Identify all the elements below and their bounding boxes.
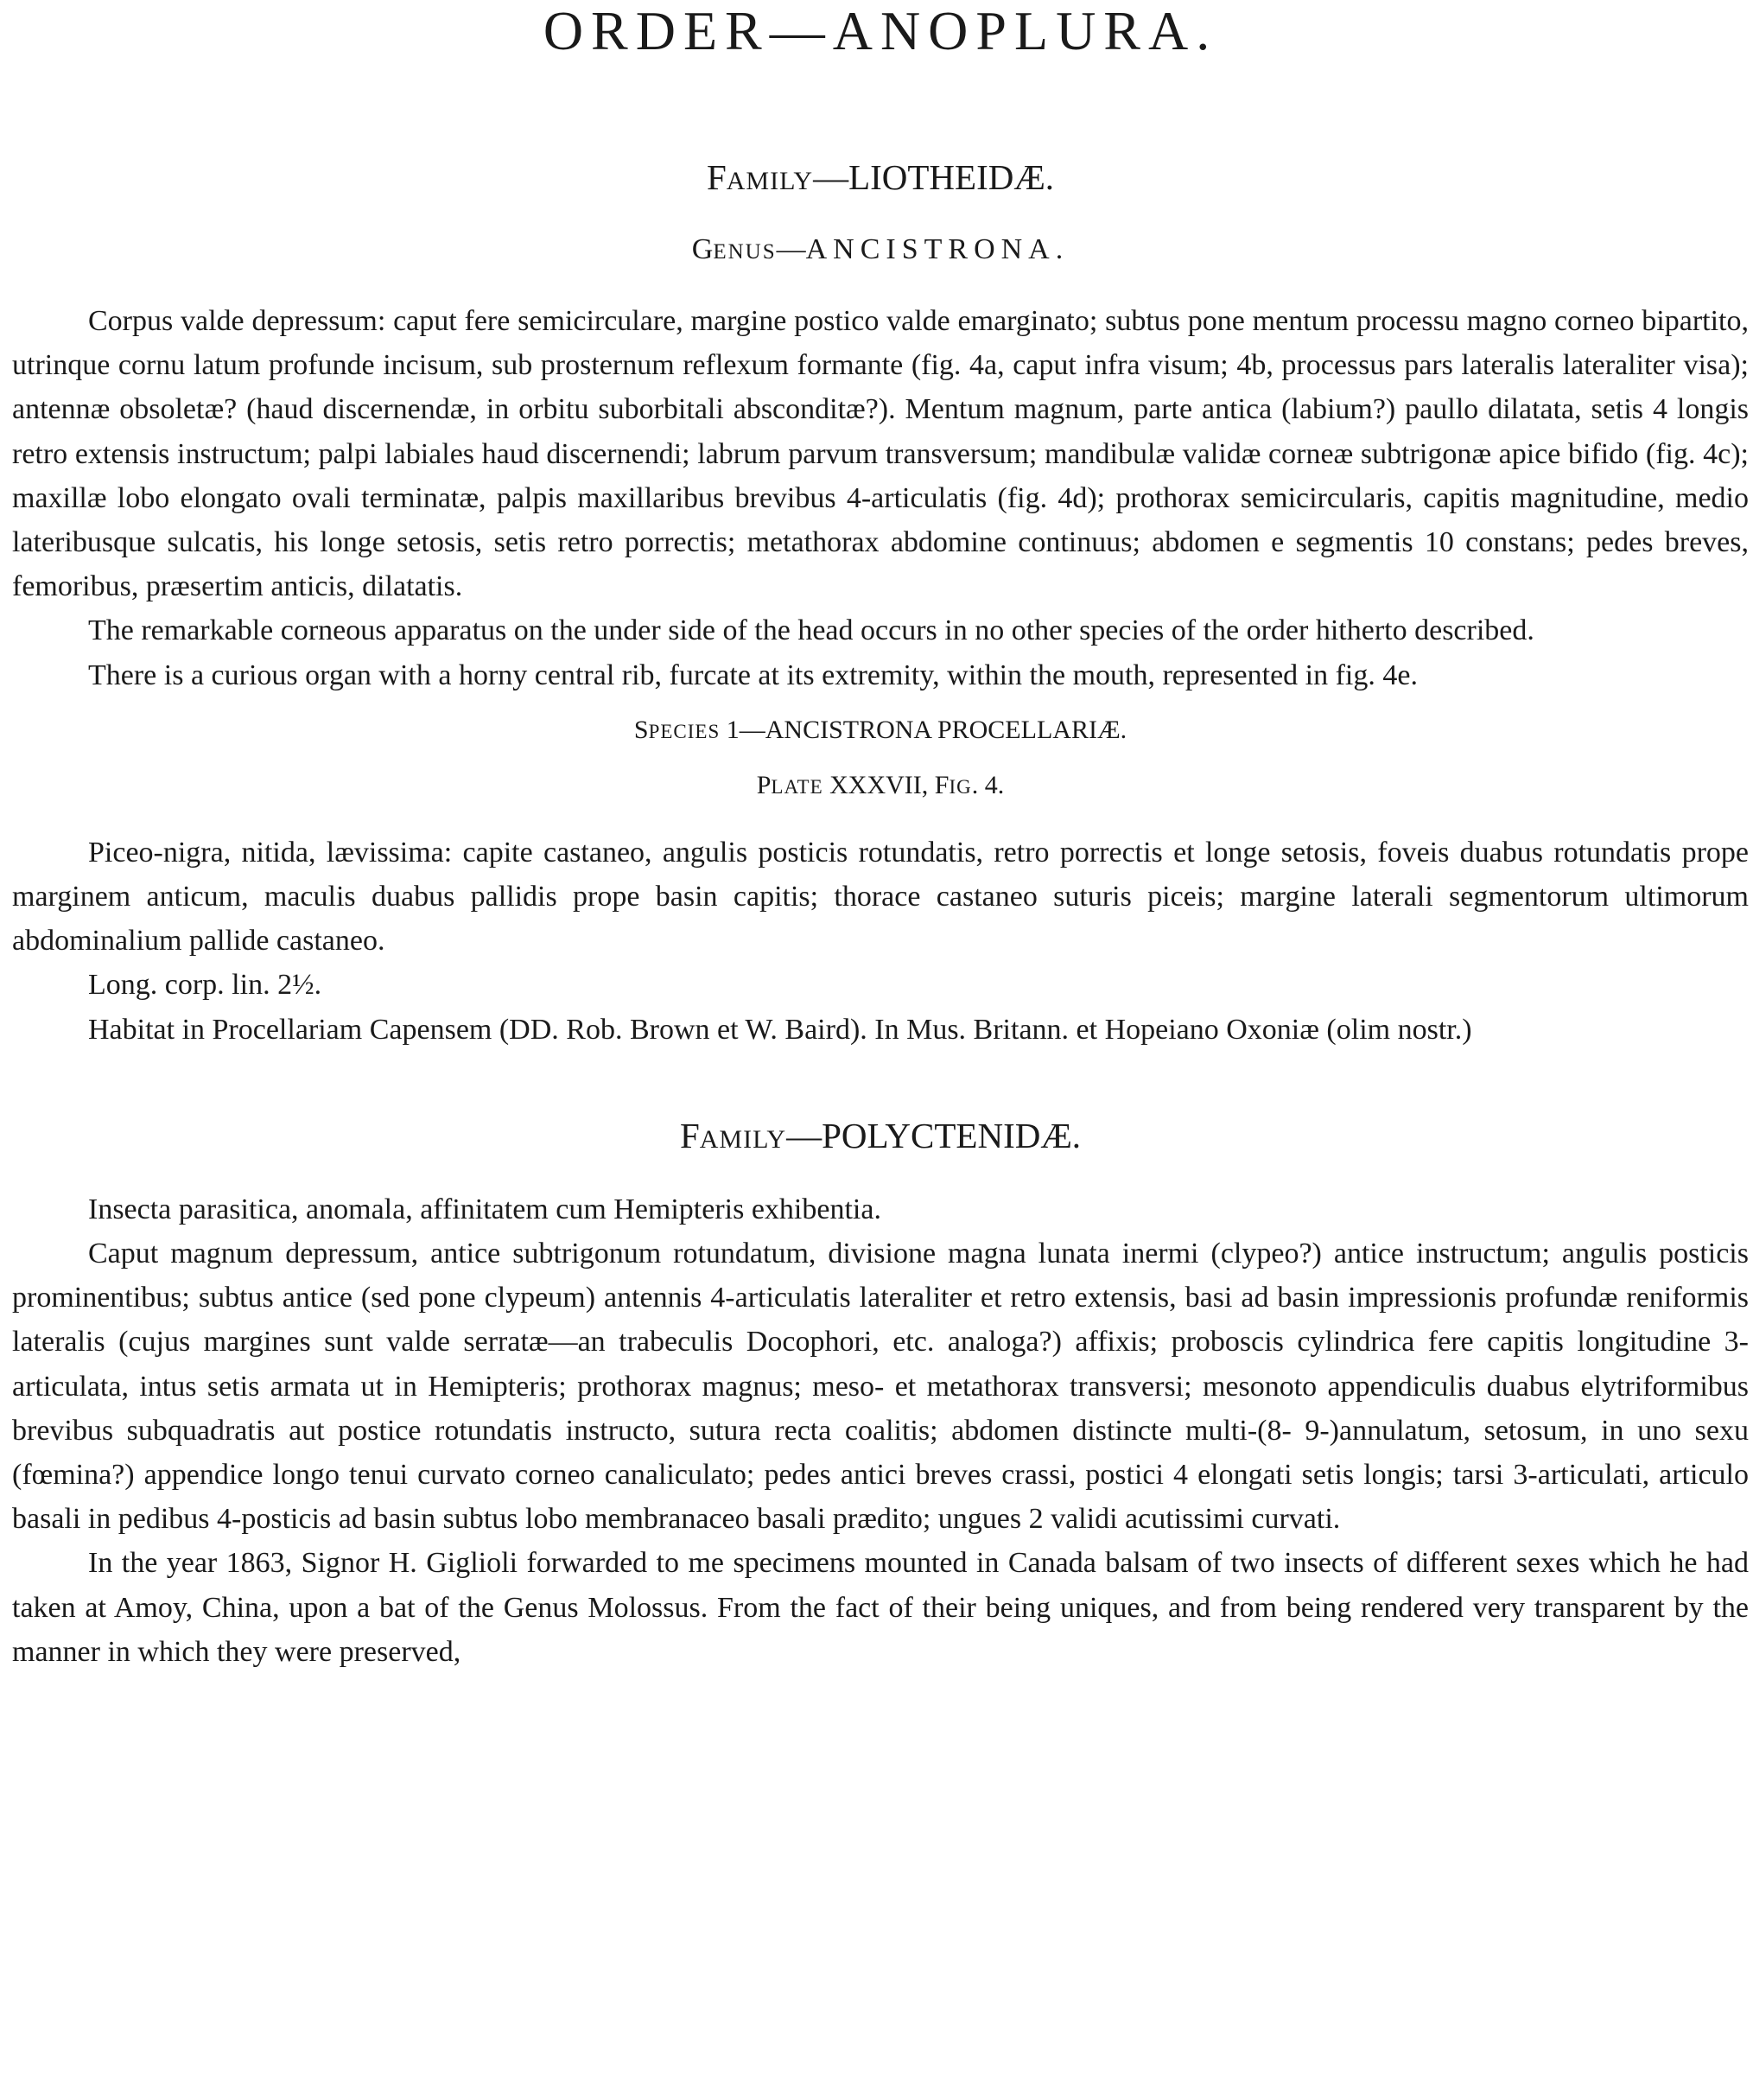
family-prefix-rest: AMILY bbox=[699, 1124, 787, 1154]
document-page bbox=[12, 0, 1749, 1674]
family-name: POLYCTENIDÆ. bbox=[822, 1115, 1082, 1155]
genus-heading-ancistrona bbox=[12, 231, 1749, 271]
genus-note-organ: There is a curious organ with a horny central rib, furcate at its extremity, within the mouth, represented in fig. 4e. bbox=[88, 659, 1418, 691]
family-separator: — bbox=[786, 1115, 823, 1155]
plate-prefix-cap: P bbox=[756, 770, 772, 799]
family-intro: Insecta parasitica, anomala, affinitatem cum Hemipteris exhibentia. bbox=[88, 1193, 881, 1225]
family-description: Caput magnum depressum, antice subtrigonum rotundatum, divisione magna lunata inermi (clypeo?) antice instructum; angulis posticis prominentibus; subtus antice (sed pone clypeum) antennis 4-articulatis lateraliter et retro extensis, basi ad basin impressionis profundæ reniformis lateralis (cujus margines sunt valde serratæ—an trabeculis Docophori, etc. analoga?) affixis; proboscis cylindrica fere capitis longitudine 3-articulata, intus setis armata ut in Hemipteris; prothorax magnus; meso- et metathorax transversi; mesonoto appendiculis duabus elytriformibus brevibus subquadratis aut postice rotundatis instructo, sutura recta coalitis; abdomen distincte multi-(8- 9-)annulatum, setosum, in uno sexu (fœmina?) appendice longo tenui curvato corneo canaliculato; pedes antici breves crassi, postici 4 elongati setis longis; tarsi 3-articulati, articulo basali in pedibus 4-posticis ad basin subtus lobo membranaceo basali prædito; ungues 2 validi acutissimi curvati. bbox=[12, 1238, 1749, 1536]
family-heading-liotheidae bbox=[12, 156, 1749, 203]
species-prefix-cap: S bbox=[633, 715, 649, 744]
genus-note-apparatus: The remarkable corneous apparatus on the under side of the head occurs in no other species of the order hitherto described. bbox=[88, 614, 1534, 647]
species-description: Piceo-nigra, nitida, lævissima: capite castaneo, angulis posticis rotundatis, retro porrectis et longe setosis, foveis duabus rotundatis prope marginem anticum, maculis duabus pallidis prope basin capitis; thorace castaneo suturis piceis; margine laterali segmentorum ultimorum abdominalium pallide castaneo. bbox=[12, 836, 1749, 958]
species-separator: — bbox=[739, 715, 765, 744]
family-prefix-cap: F bbox=[679, 1115, 700, 1155]
fig-number: . 4. bbox=[971, 770, 1005, 799]
fig-prefix-rest: IG bbox=[949, 775, 972, 798]
plate-heading bbox=[12, 768, 1749, 805]
species-name: ANCISTRONA PROCELLARIÆ. bbox=[765, 715, 1127, 744]
genus-name: ANCISTRONA. bbox=[805, 233, 1070, 265]
order-title: ORDER—ANOPLURA. bbox=[543, 0, 1218, 61]
plate-numeral: XXXVII, bbox=[823, 770, 935, 799]
species-habitat: Habitat in Procellariam Capensem (DD. Rob. Brown et W. Baird). In Mus. Britann. et Hopeiano Oxoniæ (olim nostr.) bbox=[88, 1013, 1472, 1046]
family-heading-polyctenidae bbox=[12, 1114, 1749, 1161]
species-prefix-rest: PECIES bbox=[648, 720, 721, 742]
genus-prefix-rest: ENUS bbox=[713, 240, 777, 264]
genus-description: Corpus valde depressum: caput fere semicirculare, margine postico valde emarginato; subtus pone mentum processu magno corneo bipartito, utrinque cornu latum profunde incisum, sub prosternum reflexum formante (fig. 4a, caput infra visum; 4b, processus pars lateralis lateraliter visa); antennæ obsoletæ? (haud discernendæ, in orbitu suborbitali absconditæ?). Mentum magnum, parte antica (labium?) paullo dilatata, setis 4 longis retro extensis instructum; palpi labiales haud discernendi; labrum parvum transversum; mandibulæ validæ corneæ subtrigonæ apice bifido (fig. 4c); maxillæ lobo elongato ovali terminatæ, palpis maxillaribus brevibus 4-articulatis (fig. 4d); prothorax semicircularis, capitis magnitudine, medio lateribusque sulcatis, his longe setosis, setis retro porrectis; metathorax abdomine continuus; abdomen e segmentis 10 constans; pedes breves, femoribus, præsertim anticis, dilatatis. bbox=[12, 305, 1749, 603]
family-prefix-rest: AMILY bbox=[726, 167, 814, 195]
genus-prefix-cap: G bbox=[691, 233, 714, 265]
species-length: Long. corp. lin. 2½. bbox=[88, 969, 322, 1002]
species-number: 1 bbox=[720, 715, 740, 744]
plate-prefix-rest: LATE bbox=[771, 775, 823, 798]
family-name: LIOTHEIDÆ. bbox=[848, 157, 1055, 197]
family-separator: — bbox=[813, 157, 849, 197]
genus-separator: — bbox=[776, 233, 806, 265]
fig-prefix-cap: F bbox=[934, 770, 950, 799]
species-heading bbox=[12, 713, 1749, 749]
family-note: In the year 1863, Signor H. Giglioli forwarded to me specimens mounted in Canada balsam of two insects of different sexes which he had taken at Amoy, China, upon a bat of the Genus Molossus. From the fact of their being uniques, and from being rendered very transparent by the manner in which they were preserved, bbox=[12, 1547, 1749, 1668]
family-prefix-cap: F bbox=[706, 157, 727, 197]
